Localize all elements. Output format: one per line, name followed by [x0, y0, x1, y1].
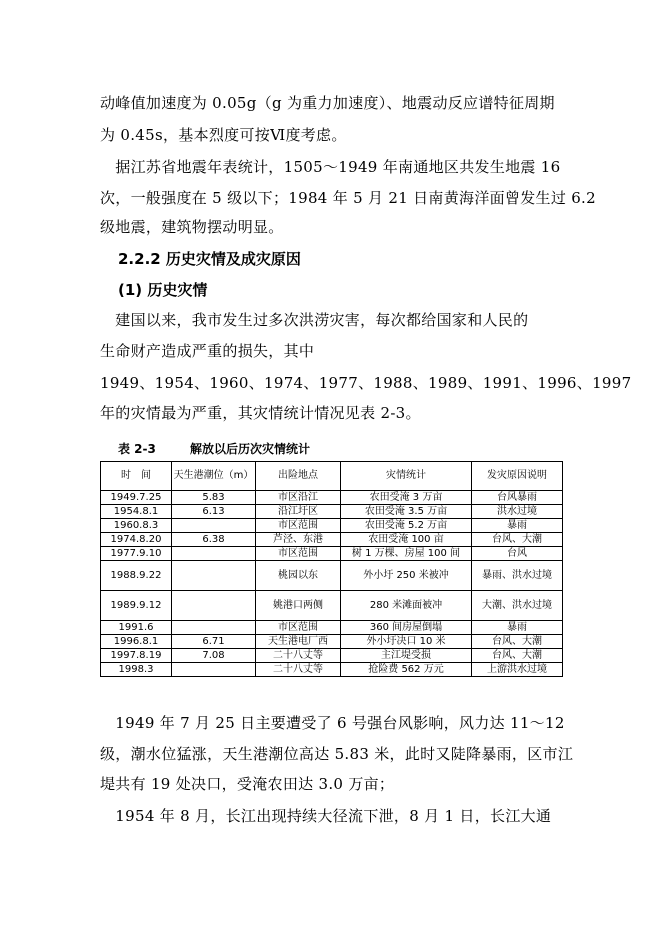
paragraph-line: 堤共有 19 处决口，受淹农田达 3.0 万亩； [100, 775, 395, 793]
table-number: 表 2-3 [118, 442, 156, 456]
table-row [101, 635, 563, 649]
cell-tide [172, 547, 256, 561]
cell-time: 1977.9.10 [101, 547, 172, 561]
header-damage: 灾情统计 [341, 462, 472, 491]
cell-tide: 5.83 [172, 491, 256, 505]
paragraph-line: 1949、1954、1960、1974、1977、1988、1989、1991、1996、1997 [100, 374, 632, 392]
cell-cause: 暴雨、洪水过境 [472, 561, 563, 591]
paragraph-line: 级地震，建筑物摆动明显。 [100, 218, 284, 236]
table-row [101, 663, 563, 677]
cell-cause: 台风、大潮 [472, 649, 563, 663]
header-time: 时 间 [101, 462, 172, 491]
table-row [101, 519, 563, 533]
paragraph-line: 据江苏省地震年表统计，1505～1949 年南通地区共发生地震 16 [100, 158, 561, 176]
cell-damage: 农田受淹 3 万亩 [341, 491, 472, 505]
cell-damage: 主江堤受损 [341, 649, 472, 663]
paragraph-line: 1954 年 8 月，长江出现持续大径流下泄，8 月 1 日，长江大通 [100, 807, 552, 825]
cell-damage: 树 1 万棵、房屋 100 间 [341, 547, 472, 561]
cell-cause: 上游洪水过境 [472, 663, 563, 677]
cell-location: 市区范围 [256, 519, 341, 533]
cell-cause: 暴雨 [472, 519, 563, 533]
cell-cause: 台风、大潮 [472, 635, 563, 649]
cell-location: 市区沿江 [256, 491, 341, 505]
cell-time: 1988.9.22 [101, 561, 172, 591]
paragraph-line: 动峰值加速度为 0.05g（g 为重力加速度）、地震动反应谱特征周期 [100, 94, 555, 112]
cell-damage: 农田受淹 100 亩 [341, 533, 472, 547]
table-row [101, 621, 563, 635]
cell-time: 1974.8.20 [101, 533, 172, 547]
cell-time: 1954.8.1 [101, 505, 172, 519]
table-row [101, 533, 563, 547]
cell-tide [172, 621, 256, 635]
table-row [101, 505, 563, 519]
cell-damage: 360 间房屋倒塌 [341, 621, 472, 635]
cell-damage: 农田受淹 5.2 万亩 [341, 519, 472, 533]
disaster-table [100, 461, 563, 677]
header-cause: 发灾原因说明 [472, 462, 563, 491]
cell-time: 1996.8.1 [101, 635, 172, 649]
table-row [101, 591, 563, 621]
paragraph-line: 级，潮水位猛涨，天生港潮位高达 5.83 米，此时又陡降暴雨，区市江 [100, 745, 574, 763]
cell-location: 芦泾、东港 [256, 533, 341, 547]
table-row [101, 649, 563, 663]
cell-tide: 6.71 [172, 635, 256, 649]
cell-damage: 外小圩决口 10 米 [341, 635, 472, 649]
cell-damage: 抢险费 562 万元 [341, 663, 472, 677]
table-caption [118, 440, 310, 457]
cell-time: 1997.8.19 [101, 649, 172, 663]
cell-cause: 暴雨 [472, 621, 563, 635]
cell-location: 沿江圩区 [256, 505, 341, 519]
cell-cause: 台风 [472, 547, 563, 561]
cell-time: 1949.7.25 [101, 491, 172, 505]
table-row [101, 561, 563, 591]
cell-location: 姚港口两侧 [256, 591, 341, 621]
cell-location: 二十八丈等 [256, 649, 341, 663]
paragraph-line: 年的灾情最为严重，其灾情统计情况见表 2-3。 [100, 404, 421, 422]
cell-time: 1991.6 [101, 621, 172, 635]
cell-location: 市区范围 [256, 547, 341, 561]
header-tide-level: 天生港潮位（m） [172, 462, 256, 491]
cell-location: 二十八丈等 [256, 663, 341, 677]
subheading: (1) 历史灾情 [118, 281, 208, 299]
cell-damage: 农田受淹 3.5 万亩 [341, 505, 472, 519]
cell-tide [172, 561, 256, 591]
cell-cause: 洪水过境 [472, 505, 563, 519]
cell-tide [172, 519, 256, 533]
table-row [101, 547, 563, 561]
table-header-row [101, 462, 563, 491]
cell-time: 1998.3 [101, 663, 172, 677]
header-location: 出险地点 [256, 462, 341, 491]
cell-cause: 大潮、洪水过境 [472, 591, 563, 621]
cell-cause: 台风、大潮 [472, 533, 563, 547]
paragraph-line: 次，一般强度在 5 级以下；1984 年 5 月 21 日南黄海洋面曾发生过 6.2 [100, 189, 596, 207]
cell-tide: 6.38 [172, 533, 256, 547]
cell-tide [172, 591, 256, 621]
cell-tide: 6.13 [172, 505, 256, 519]
cell-cause: 台风暴雨 [472, 491, 563, 505]
cell-time: 1960.8.3 [101, 519, 172, 533]
cell-time: 1989.9.12 [101, 591, 172, 621]
cell-damage: 外小圩 250 米被冲 [341, 561, 472, 591]
paragraph-line: 生命财产造成严重的损失，其中 [100, 342, 315, 360]
cell-tide: 7.08 [172, 649, 256, 663]
cell-tide [172, 663, 256, 677]
cell-location: 天生港电厂西 [256, 635, 341, 649]
table-title: 解放以后历次灾情统计 [190, 442, 311, 456]
cell-damage: 280 米滩面被冲 [341, 591, 472, 621]
paragraph-line: 为 0.45s，基本烈度可按Ⅵ度考虑。 [100, 126, 347, 144]
paragraph-line: 1949 年 7 月 25 日主要遭受了 6 号强台风影响，风力达 11～12 [100, 714, 565, 732]
section-heading: 2.2.2 历史灾情及成灾原因 [118, 250, 301, 268]
cell-location: 桃园以东 [256, 561, 341, 591]
paragraph-line: 建国以来，我市发生过多次洪涝灾害，每次都给国家和人民的 [100, 311, 529, 329]
table-row [101, 491, 563, 505]
cell-location: 市区范围 [256, 621, 341, 635]
